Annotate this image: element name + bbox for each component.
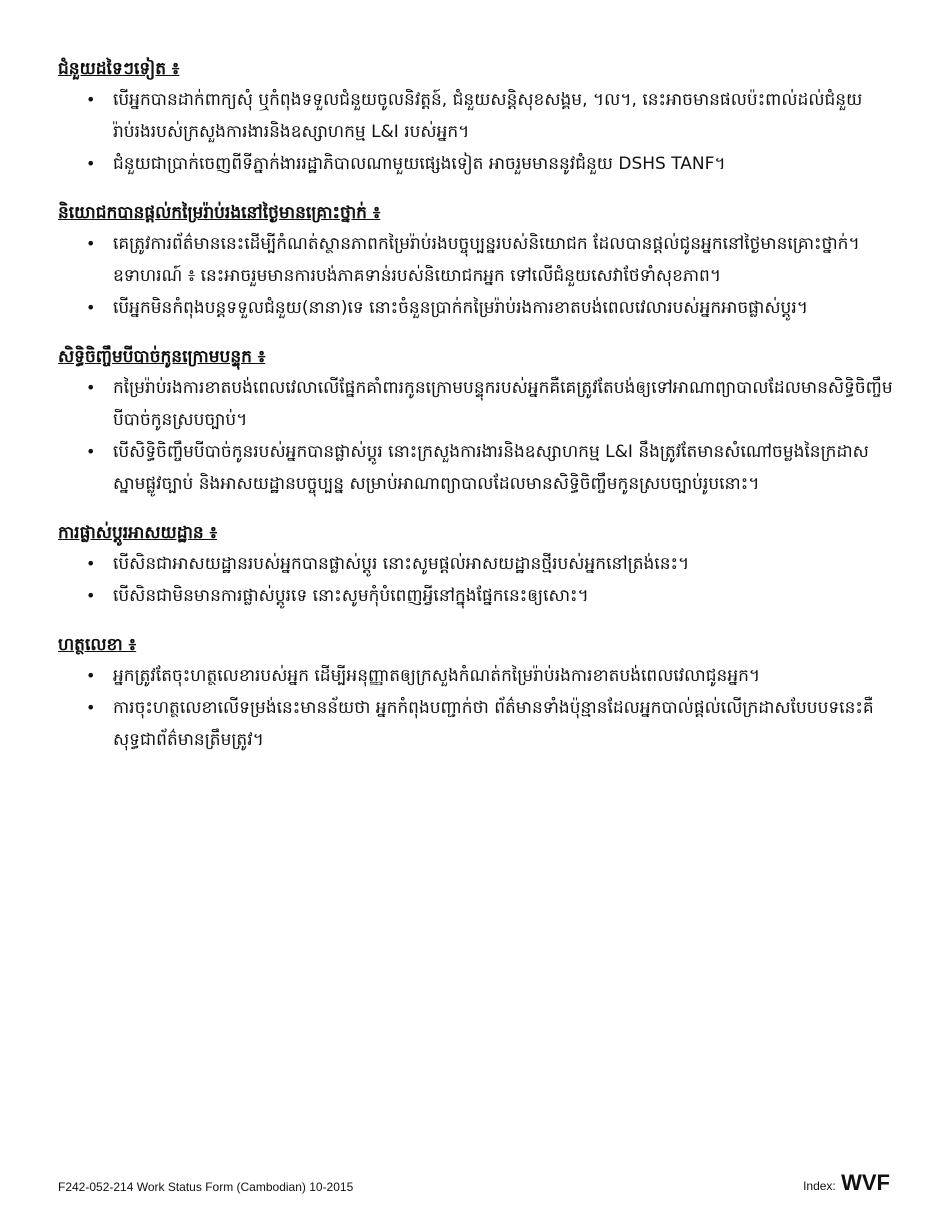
section-address-change [58,518,898,612]
list-item [58,84,898,148]
section-heading: ការផ្លាស់ប្តូរអាសយដ្ឋាន ៖ [58,523,218,543]
form-index [803,1170,890,1196]
bullet-icon: • [86,378,96,397]
bullet-icon: • [86,234,96,253]
list-item-text: អ្នកត្រូវតែចុះហត្ថលេខារបស់អ្នក ដើម្បីអនុញ្ញាតឲ្យក្រសួងកំណត់កម្រៃរ៉ាប់រងការខាតបង់ពេលវេលាជូនអ្នក។ [113,666,761,686]
list-item [58,660,898,692]
section-employer-benefits [58,198,898,324]
section-heading: សិទ្ធិចិញ្ចឹមបីបាច់កូនក្រោមបន្ទុក ៖ [58,347,266,367]
list-item [58,692,898,756]
list-item [58,548,898,580]
bullet-icon: • [86,442,96,461]
section-other-benefits [58,54,898,180]
bullet-list [58,84,898,180]
list-item-text: កម្រៃរ៉ាប់រងការខាតបង់ពេលវេលាលើផ្នែកគាំពារកូនក្រោមបន្ទុករបស់អ្នកគឺគេត្រូវតែបង់ឲ្យទៅអាណាព្យាបាលដែលមានសិទ្ធិចិញ្ចឹមបីបាច់កូនស្របច្បាប់។ [113,378,893,430]
list-item-text: ជំនួយជាប្រាក់ចេញពីទីភ្នាក់ងាររដ្ឋាភិបាលណាមួយផ្សេងទៀត អាចរួមមាននូវជំនួយ DSHS TANF។ [113,154,726,174]
list-item [58,580,898,612]
section-heading: ជំនួយដទៃៗទៀត ៖ [58,59,180,79]
index-label: Index: [803,1179,836,1193]
bullet-icon: • [86,90,96,109]
list-item [58,292,898,324]
list-item [58,436,898,500]
list-item-text: ការចុះហត្ថលេខាលើទម្រង់នេះមានន័យថា អ្នកកំពុងបញ្ជាក់ថា ព័ត៌មានទាំងប៉ុន្មានដែលអ្នកបាល់ផ្តល់លើក្រដាសបែបបទនេះគឺសុទ្ធជាព័ត៌មានត្រឹមត្រូវ។ [113,698,874,750]
bullet-icon: • [86,154,96,173]
section-heading: និយោជកបានផ្តល់កម្រៃរ៉ាប់រងនៅថ្ងៃមានគ្រោះថ្នាក់ ៖ [58,203,381,223]
section-signature [58,630,898,756]
list-item-text: បើអ្នកមិនកំពុងបន្តទទួលជំនួយ(នានា)ទេ នោះចំនួនប្រាក់កម្រៃរ៉ាប់រងការខាតបង់ពេលវេលារបស់អ្នកអាចផ្លាស់ប្តូរ។ [113,298,808,318]
index-code: WVF [841,1170,890,1195]
list-item-text: បើអ្នកបានដាក់ពាក្យសុំ ឬកំពុងទទួលជំនួយចូលនិវត្តន៍, ជំនួយសន្តិសុខសង្គម, ។ល។, នេះអាចមានផលប៉ះពាល់ដល់ជំនួយរ៉ាប់រងរបស់ក្រសួងការងារនិងឧស្សាហកម្ម L&I របស់អ្នក។ [113,90,863,142]
list-item-text: បើសិទ្ធិចិញ្ចឹមបីបាច់កូនរបស់អ្នកបានផ្លាស់ប្តូរ នោះក្រសួងការងារនិងឧស្សាហកម្ម L&I នឹងត្រូវតែមានសំណៅចម្លងនៃក្រដាសស្នាមផ្លូវច្បាប់ និងអាសយដ្ឋានបច្ចុប្បន្ន សម្រាប់អាណាព្យាបាលដែលមានសិទ្ធិចិញ្ចឹមកូនស្របច្បាប់រូបនោះ។ [113,442,869,494]
bullet-icon: • [86,554,96,573]
bullet-icon: • [86,586,96,605]
list-item-text: គេត្រូវការព័ត៌មាននេះដើម្បីកំណត់ស្ថានភាពកម្រៃរ៉ាប់រងបច្ចុប្បន្នរបស់និយោជក ដែលបានផ្តល់ជូនអ្នកនៅថ្ងៃមានគ្រោះថ្នាក់។ ឧទាហរណ៍ ៖ នេះអាចរួមមានការបង់ភាគទាន់របស់និយោជកអ្នក ទៅលើជំនួយសេវាថែទាំសុខភាព។ [113,234,860,286]
bullet-list [58,228,898,324]
list-item [58,372,898,436]
form-id: F242-052-214 Work Status Form (Cambodian) 10-2015 [58,1180,354,1194]
bullet-icon: • [86,298,96,317]
list-item-text: បើសិនជាមិនមានការផ្លាស់ប្តូរទេ នោះសូមកុំបំពេញអ្វីនៅក្នុងផ្នែកនេះឲ្យសោះ។ [113,586,589,606]
page-footer [58,1170,890,1196]
section-child-custody [58,342,898,500]
bullet-list [58,372,898,500]
bullet-list [58,660,898,756]
list-item [58,148,898,180]
section-heading: ហត្ថលេខា ៖ [58,635,137,655]
document-body [58,54,898,774]
list-item-text: បើសិនជាអាសយដ្ឋានរបស់អ្នកបានផ្លាស់ប្តូរ នោះសូមផ្តល់អាសយដ្ឋានថ្មីរបស់អ្នកនៅត្រង់នេះ។ [113,554,690,574]
bullet-icon: • [86,698,96,717]
bullet-icon: • [86,666,96,685]
bullet-list [58,548,898,612]
list-item [58,228,898,292]
